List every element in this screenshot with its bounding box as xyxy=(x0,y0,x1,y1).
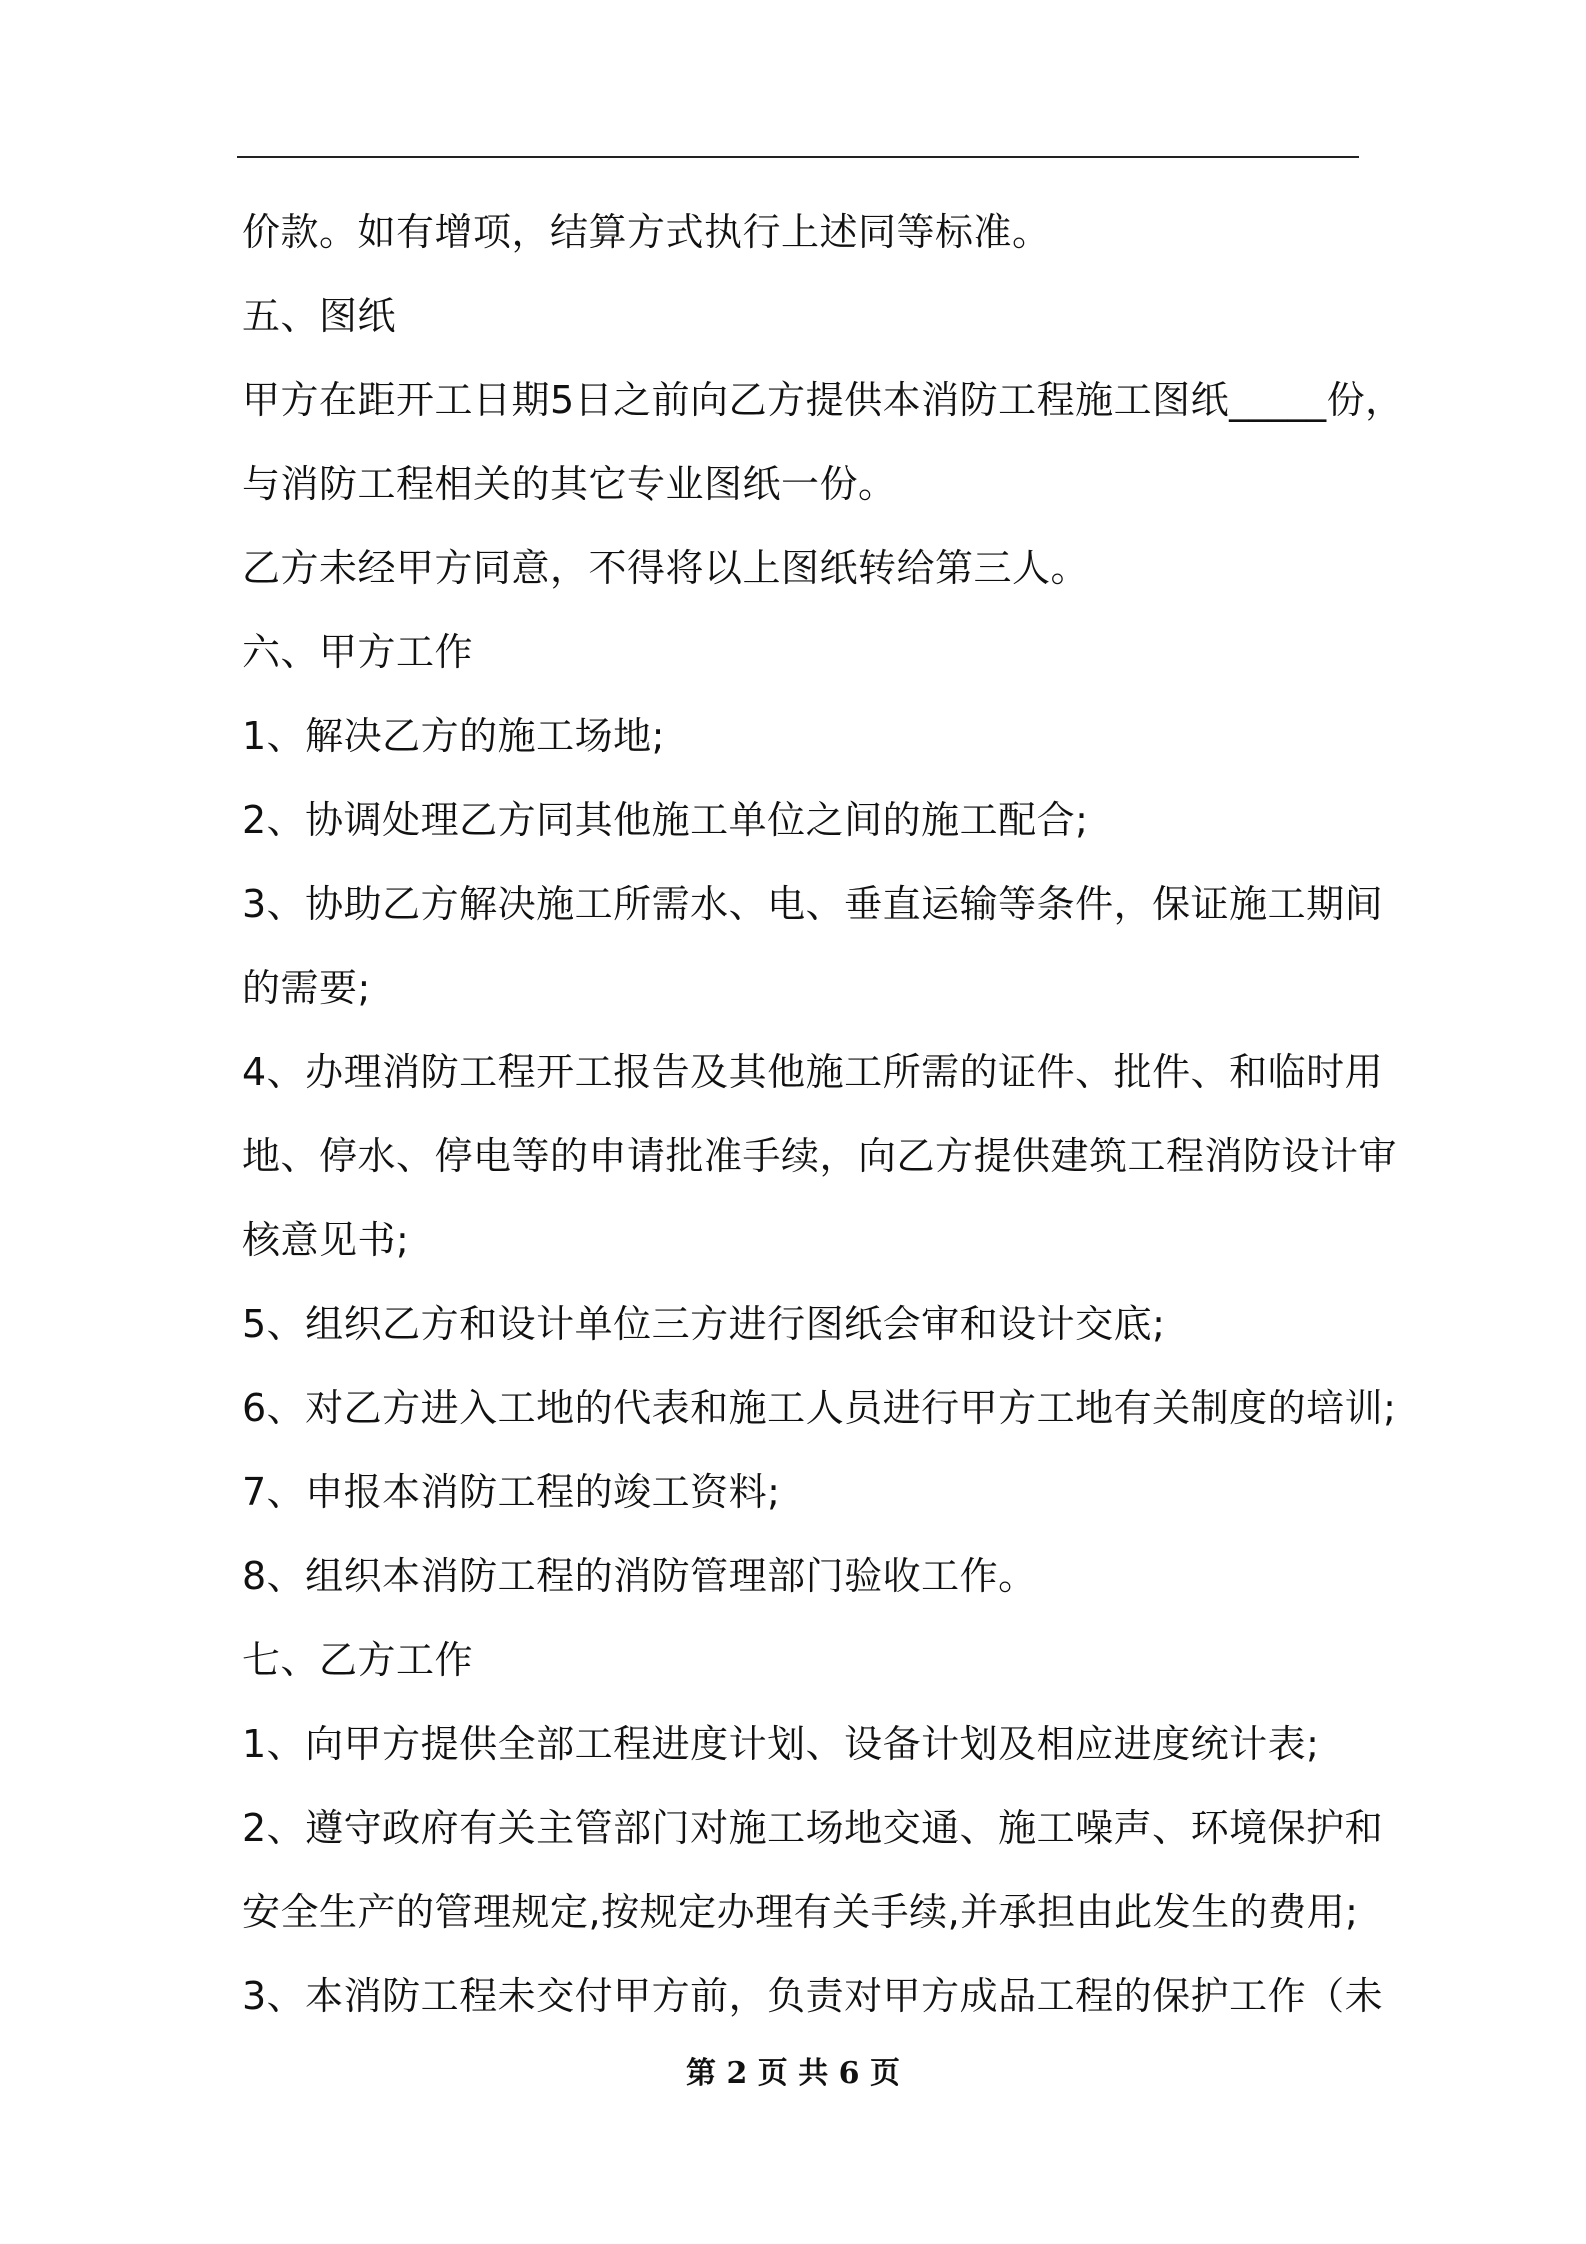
list-item: 7、申报本消防工程的竣工资料; xyxy=(242,1470,781,1514)
list-item: 4、办理消防工程开工报告及其他施工所需的证件、批件、和临时用 xyxy=(242,1050,1384,1094)
list-item: 3、协助乙方解决施工所需水、电、垂直运输等条件，保证施工期间 xyxy=(242,882,1384,926)
list-item: 2、遵守政府有关主管部门对施工场地交通、施工噪声、环境保护和 xyxy=(242,1806,1384,1850)
document-body xyxy=(242,190,1404,2038)
list-item: 3、本消防工程未交付甲方前，负责对甲方成品工程的保护工作（未 xyxy=(242,1974,1384,2018)
list-item-continuation: 地、停水、停电等的申请批准手续，向乙方提供建筑工程消防设计审 xyxy=(242,1134,1398,1178)
list-item: 1、解决乙方的施工场地; xyxy=(242,714,665,758)
section-heading: 七、乙方工作 xyxy=(242,1638,474,1682)
list-item: 8、组织本消防工程的消防管理部门验收工作。 xyxy=(242,1554,1037,1598)
list-item: 5、组织乙方和设计单位三方进行图纸会审和设计交底; xyxy=(242,1302,1166,1346)
header-rule xyxy=(237,156,1359,158)
text-line: 乙方未经甲方同意，不得将以上图纸转给第三人。 xyxy=(242,546,1090,590)
list-item: 2、协调处理乙方同其他施工单位之间的施工配合; xyxy=(242,798,1089,842)
section-heading: 六、甲方工作 xyxy=(242,630,474,674)
text-line: 与消防工程相关的其它专业图纸一份。 xyxy=(242,462,897,506)
text-line: 甲方在距开工日期5日之前向乙方提供本消防工程施工图纸_____份， xyxy=(242,378,1404,422)
list-item-continuation: 核意见书; xyxy=(242,1218,410,1262)
text-line: 价款。如有增项，结算方式执行上述同等标准。 xyxy=(242,210,1051,254)
list-item: 6、对乙方进入工地的代表和施工人员进行甲方工地有关制度的培训; xyxy=(242,1386,1397,1430)
page-number-footer: 第 2 页 共 6 页 xyxy=(686,2056,900,2091)
list-item: 1、向甲方提供全部工程进度计划、设备计划及相应进度统计表; xyxy=(242,1722,1320,1766)
section-heading: 五、图纸 xyxy=(242,294,397,338)
list-item-continuation: 的需要; xyxy=(242,966,371,1010)
list-item-continuation: 安全生产的管理规定,按规定办理有关手续,并承担由此发生的费用; xyxy=(242,1890,1359,1934)
